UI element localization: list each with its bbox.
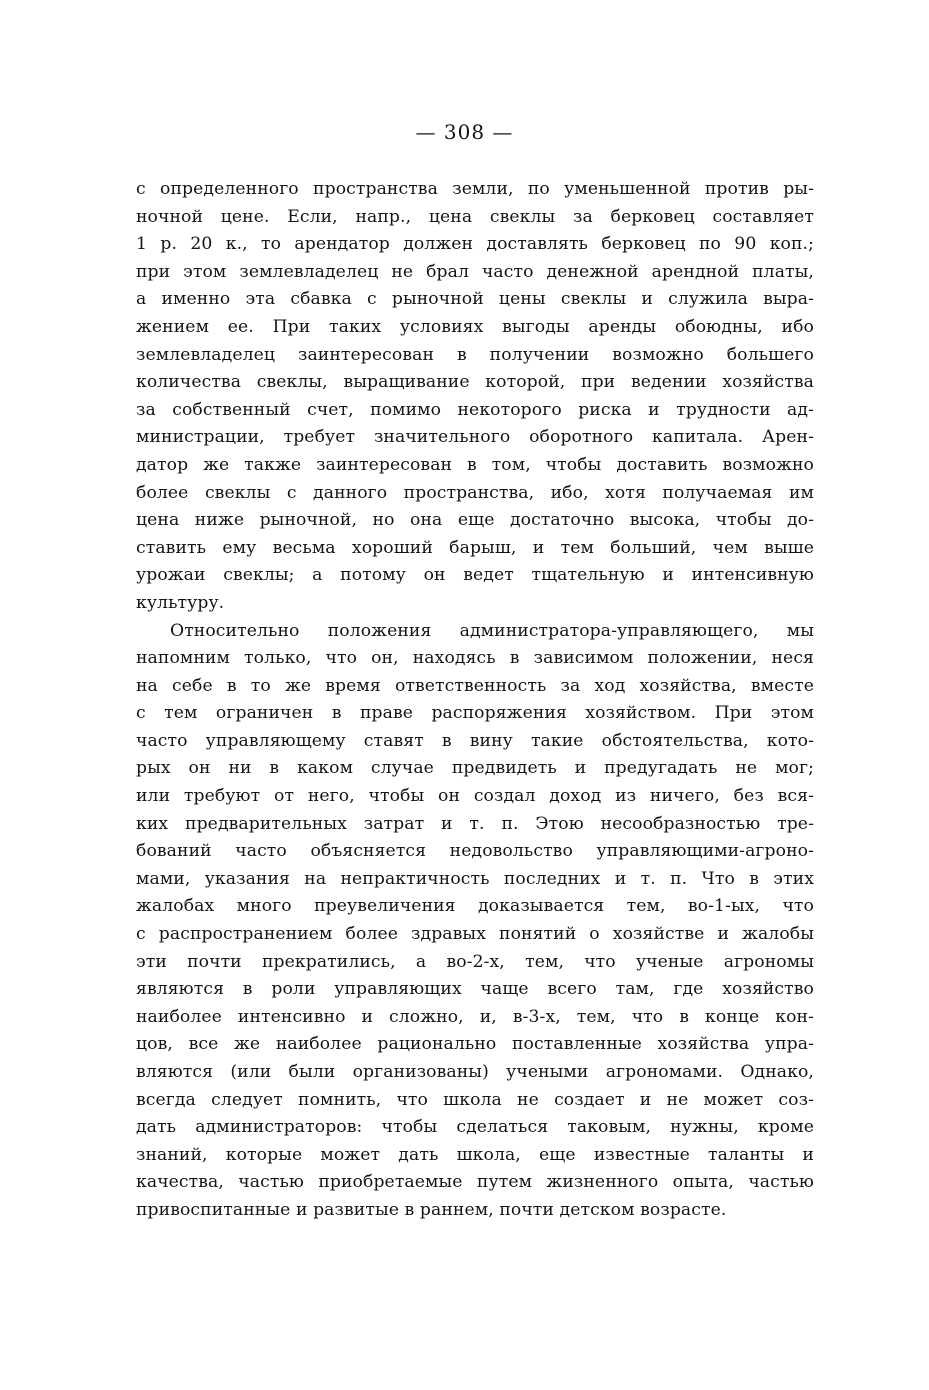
text-line: а именно эта сбавка с рыночной цены свеклы и служила выра- <box>136 289 814 310</box>
text-line: урожаи свеклы; а потому он ведет тщательную и интенсивную <box>136 565 814 586</box>
text-line: эти почти прекратились, а во-2-х, тем, что ученые агрономы <box>136 951 814 972</box>
text-line: вляются (или были организованы) учеными агрономами. Однако, <box>136 1062 814 1082</box>
text-line: с тем ограничен в праве распоряжения хозяйством. При этом <box>136 703 814 724</box>
text-line: часто управляющему ставят в вину такие обстоятельства, кото- <box>136 730 814 751</box>
text-line: с распространением более здравых понятий о хозяйстве и жалобы <box>136 924 814 945</box>
text-line: всегда следует помнить, что школа не создает и не может соз- <box>136 1089 814 1110</box>
text-line: знаний, которые может дать школа, еще известные таланты и <box>136 1144 814 1165</box>
text-line: мами, указания на непрактичность последних и т. п. Что в этих <box>136 868 814 889</box>
text-line: министрации, требует значительного оборотного капитала. Арен- <box>136 427 814 448</box>
text-line: 1 р. 20 к., то арендатор должен доставлять берковец по 90 коп.; <box>136 234 814 255</box>
text-line: бований часто объясняется недовольство управляющими-агроно- <box>136 841 814 862</box>
body-text <box>136 176 814 1225</box>
text-line: за собственный счет, помимо некоторого риска и трудности ад- <box>136 399 814 420</box>
text-line: при этом землевладелец не брал часто денежной арендной платы, <box>136 261 814 282</box>
text-line: количества свеклы, выращивание которой, при ведении хозяйства <box>136 372 814 393</box>
paragraph-2 <box>136 618 814 1225</box>
text-line: привоспитанные и развитые в раннем, почти детском возрасте. <box>136 1199 727 1220</box>
text-line: с определенного пространства земли, по уменьшенной против ры- <box>136 179 814 199</box>
text-line: напомним только, что он, находясь в зависимом положении, неся <box>136 648 814 669</box>
text-line: ночной цене. Если, напр., цена свеклы за берковец составляет <box>136 206 814 227</box>
text-line: жением ее. При таких условиях выгоды аренды обоюдны, ибо <box>136 316 814 337</box>
text-line: датор же также заинтересован в том, чтобы доставить возможно <box>136 454 814 475</box>
text-line: или требуют от него, чтобы он создал доход из ничего, без вся- <box>136 786 814 807</box>
text-line: качества, частью приобретаемые путем жизненного опыта, частью <box>136 1172 814 1193</box>
text-line: Относительно положения администратора-управляющего, мы <box>170 620 814 641</box>
text-line: на себе в то же время ответственность за ход хозяйства, вместе <box>136 675 814 696</box>
text-line: жалобах много преувеличения доказывается тем, во-1-ых, что <box>136 896 814 917</box>
text-line: ких предварительных затрат и т. п. Этою несообразностью тре- <box>136 813 814 834</box>
text-line: ставить ему весьма хороший барыш, и тем больший, чем выше <box>136 537 814 558</box>
paragraph-1 <box>136 176 814 618</box>
text-line: землевладелец заинтересован в получении возможно большего <box>136 344 814 365</box>
text-line: цов, все же наиболее рационально поставленные хозяйства упра- <box>136 1034 814 1055</box>
text-line: наиболее интенсивно и сложно, и, в-3-х, тем, что в конце кон- <box>136 1006 814 1027</box>
text-line: культуру. <box>136 592 225 613</box>
text-line: дать администраторов: чтобы сделаться таковым, нужны, кроме <box>136 1117 814 1138</box>
text-line: являются в роли управляющих чаще всего там, где хозяйство <box>136 979 814 1000</box>
text-line: рых он ни в каком случае предвидеть и предугадать не мог; <box>136 758 814 779</box>
text-line: цена ниже рыночной, но она еще достаточно высока, чтобы до- <box>136 510 814 531</box>
text-line: более свеклы с данного пространства, ибо, хотя получаемая им <box>136 482 814 503</box>
page-number: — 308 — <box>415 120 514 144</box>
